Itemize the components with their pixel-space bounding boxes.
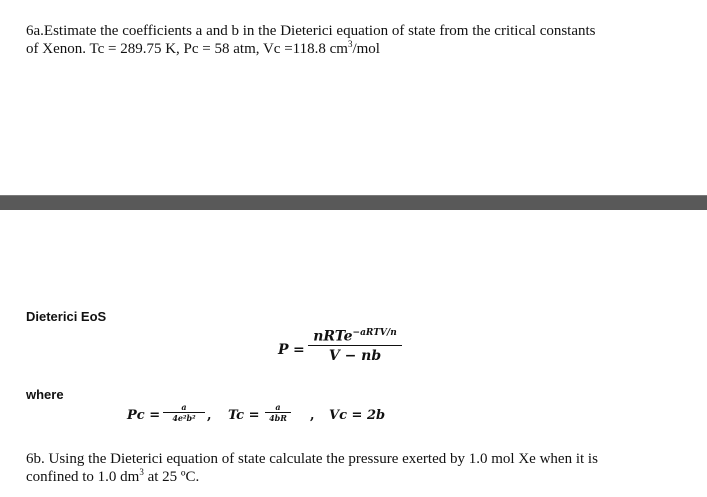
equation-exponent: −aRTV/n (352, 328, 397, 338)
pc-fraction (163, 402, 205, 423)
equation-lhs: P (278, 342, 289, 358)
question-6b-line2: confined to 1.0 $dm^3$ at 25 ºC. (26, 467, 200, 485)
pc-lhs: Pc = (127, 408, 161, 423)
question-6b-line1: 6b. Using the Dieterici equation of state calculate the pressure exerted by 1.0 mol Xe when it is (26, 451, 598, 467)
pc-numerator: a (181, 402, 187, 412)
comma-separator: , (207, 408, 212, 423)
tc-lhs: Tc = (228, 408, 260, 423)
comma-separator: , (310, 408, 315, 423)
question-6a (26, 22, 686, 58)
question-6a-line1: 6a.Estimate the coefficients a and b in the Dieterici equation of state from the critical constants (26, 23, 596, 39)
vc-equation: Vc = 2b (329, 408, 386, 423)
slide-divider-bar (0, 195, 707, 210)
tc-denominator: 4bR (269, 413, 287, 423)
equation-numerator: nRTe$^{-aRTV/n}$ (313, 328, 397, 345)
equation-denominator: V − nb (328, 347, 382, 364)
tc-fraction (265, 402, 291, 423)
fraction-bar (308, 345, 402, 346)
question-6b (26, 450, 686, 486)
equation-fraction (308, 328, 402, 364)
question-6a-line2: of Xenon. Tc = 289.75 K, Pc = 58 atm, Vc =118.8 $cm^3$/mol (26, 39, 380, 57)
eos-label: Dieterici EoS (26, 309, 107, 324)
pc-denominator: 4e²b² (172, 413, 196, 423)
where-label: where (26, 387, 64, 402)
equation-equals: = (293, 342, 305, 358)
tc-numerator: a (275, 402, 281, 412)
